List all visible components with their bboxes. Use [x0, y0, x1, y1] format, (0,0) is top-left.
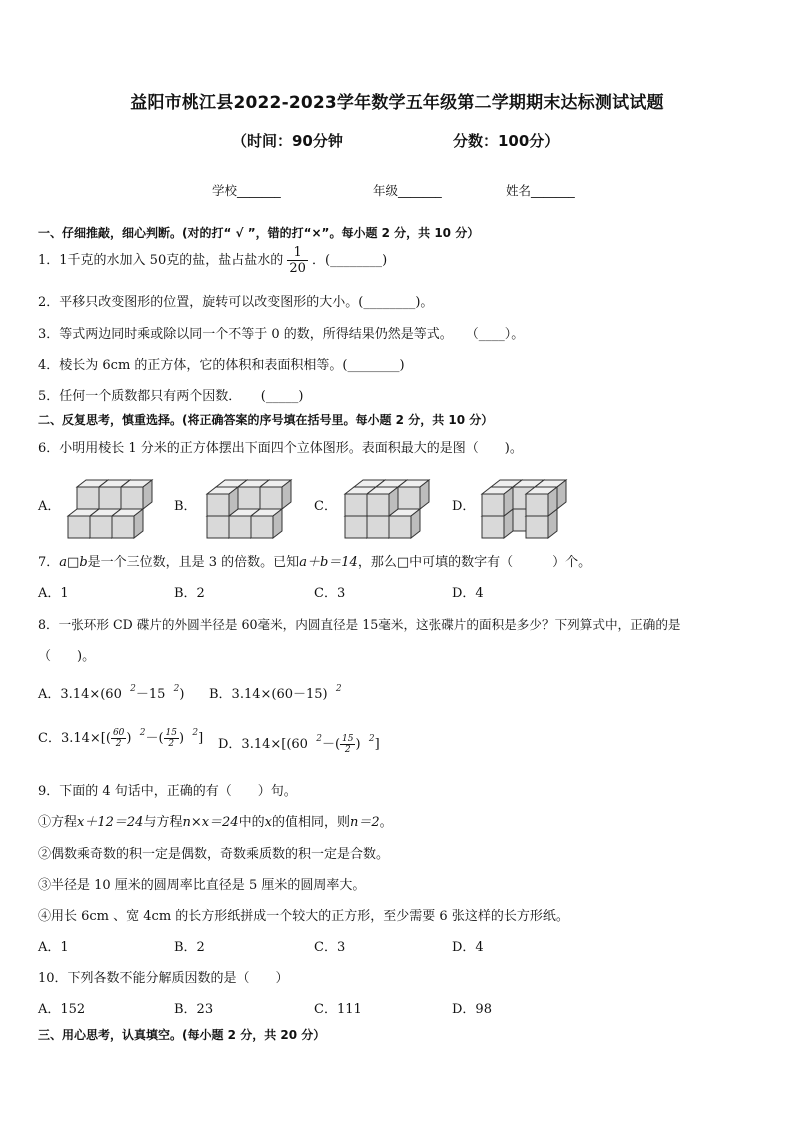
equation: x＋12＝24	[77, 815, 144, 830]
q6-option-b[interactable]: B．	[174, 499, 197, 514]
q9-option-c[interactable]: C．3	[314, 940, 346, 955]
fraction-numerator: 15	[165, 728, 177, 738]
question-7: 7．a□b是一个三位数，且是 3 的倍数。已知a＋b＝14，那么□中可填的数字有（ ）个。	[38, 555, 592, 570]
question-2: 2．平移只改变图形的位置，旋转可以改变图形的大小。(________)。	[38, 295, 434, 310]
superscript: 2	[192, 728, 199, 738]
fraction-numerator: 15	[342, 734, 354, 744]
q9-statement-4: ④用长 6cm 、宽 4cm 的长方形纸拼成一个较大的正方形，至少需要 6 张这样的长方形纸。	[38, 909, 569, 924]
name-field[interactable]: 姓名_______	[506, 183, 575, 198]
answer-blank[interactable]: ．(________)	[312, 253, 388, 268]
q8-c-paren: )	[126, 731, 132, 746]
question-5: 5．任何一个质数都只有两个因数． (_____)	[38, 389, 304, 404]
q8-c-close: ]	[198, 731, 204, 746]
superscript: 2	[139, 728, 146, 738]
q7-text: 是一个三位数，且是 3 的倍数。已知	[87, 555, 300, 570]
q7-text-end: ，那么□中可填的数字有（ ）个。	[357, 555, 592, 570]
question-10: 10．下列各数不能分解质因数的是（ ）	[38, 971, 289, 986]
q8-d-end: )	[355, 737, 361, 752]
q10-option-c[interactable]: C．111	[314, 1002, 362, 1017]
question-8-cont: （ )。	[38, 649, 96, 664]
q9-option-b[interactable]: B．2	[174, 940, 205, 955]
superscript: 2	[335, 684, 342, 694]
q9-statement-3: ③半径是 10 厘米的圆周率比直径是 5 厘米的圆周率大。	[38, 878, 366, 893]
q9-1-text: 与方程	[143, 815, 183, 830]
q7-option-c[interactable]: C．3	[314, 586, 346, 601]
q9-1-text: 。	[379, 815, 393, 830]
q9-option-a[interactable]: A．1	[38, 940, 69, 955]
cube-figure-a	[64, 466, 154, 542]
q9-option-d[interactable]: D．4	[452, 940, 484, 955]
equation: n＝2	[349, 815, 380, 830]
q7-option-d[interactable]: D．4	[452, 586, 484, 601]
fraction	[287, 245, 308, 276]
q8-option-d[interactable]	[218, 733, 380, 755]
q9-1-text: 的值相同，则	[271, 815, 350, 830]
cube-figure-c	[341, 466, 431, 542]
fraction-numerator: 60	[112, 728, 125, 738]
q8-c-minus: －(	[145, 731, 164, 746]
fraction	[111, 728, 126, 749]
q6-option-a[interactable]: A．	[38, 499, 61, 514]
question-9: 9．下面的 4 句话中，正确的有（ ）句。	[38, 784, 297, 799]
q8-option-a[interactable]	[38, 683, 184, 702]
exam-time: （时间：90分钟	[232, 132, 343, 150]
variable: x	[264, 815, 272, 830]
school-field[interactable]: 学校_______	[212, 183, 281, 198]
superscript: 2	[173, 684, 180, 694]
question-4: 4．棱长为 6cm 的正方体，它的体积和表面积相等。(________)	[38, 358, 405, 373]
section-2-heading: 二、反复思考，慎重选择。(将正确答案的序号填在括号里。每小题 2 分，共 10 分）	[38, 413, 494, 427]
q8-a-mid: －15	[135, 687, 166, 702]
question-8: 8．一张环形 CD 碟片的外圆半径是 60毫米，内圆直径是 15毫米，这张碟片的面积是多少？下列算式中，正确的是	[38, 617, 681, 632]
q9-statement-1	[38, 811, 393, 830]
section-1-heading: 一、仔细推敲，细心判断。(对的打“ √ ”，错的打“×”。每小题 2 分，共 10 分）	[38, 226, 480, 240]
q6-option-d[interactable]: D．	[452, 499, 476, 514]
q8-c-end: )	[179, 731, 185, 746]
cube-figure-d	[478, 466, 568, 542]
fraction	[340, 734, 355, 755]
question-6: 6．小明用棱长 1 分米的正方体摆出下面四个立体图形。表面积最大的是图（ )。	[38, 441, 523, 456]
q10-option-d[interactable]: D．98	[452, 1002, 492, 1017]
q7-equation: a＋b＝14	[299, 555, 358, 570]
q7-option-a[interactable]: A．1	[38, 586, 69, 601]
q9-1-text: ①方程	[38, 815, 78, 830]
q8-d-minus: －(	[321, 737, 341, 752]
q8-option-b[interactable]	[209, 683, 342, 702]
fraction-denominator: 20	[289, 261, 306, 276]
q8-a-end: )	[179, 687, 185, 702]
q10-option-a[interactable]: A．152	[38, 1002, 86, 1017]
q8-b-text: B．3.14×(60－15)	[209, 687, 328, 702]
superscript: 2	[368, 734, 375, 744]
fraction-numerator: 1	[287, 245, 308, 261]
question-3: 3．等式两边同时乘或除以同一个不等于 0 的数，所得结果仍然是等式。 （____）。	[38, 327, 525, 342]
equation: n×x＝24	[182, 815, 239, 830]
question-1	[38, 245, 387, 276]
q6-option-c[interactable]: C．	[314, 499, 337, 514]
q10-option-b[interactable]: B．23	[174, 1002, 214, 1017]
question-1-text: 1．1千克的水加入 50克的盐，盐占盐水的	[38, 253, 284, 268]
q7-option-b[interactable]: B．2	[174, 586, 205, 601]
q9-statement-2: ②偶数乘奇数的积一定是偶数，奇数乘质数的积一定是合数。	[38, 847, 390, 862]
q9-1-text: 中的	[238, 815, 265, 830]
q8-option-c[interactable]	[38, 727, 203, 749]
q8-d-text: D．3.14×[(60	[218, 737, 308, 752]
q7-expression: a□b	[59, 555, 88, 570]
fraction-denominator: 2	[344, 745, 351, 755]
page-title: 益阳市桃江县2022-2023学年数学五年级第二学期期末达标测试试题	[130, 93, 664, 113]
fraction-denominator: 2	[115, 739, 122, 749]
grade-field[interactable]: 年级_______	[373, 183, 442, 198]
superscript: 2	[130, 684, 136, 694]
fraction	[164, 728, 179, 749]
exam-score: 分数：100分）	[453, 132, 560, 150]
section-3-heading: 三、用心思考，认真填空。(每小题 2 分，共 20 分）	[38, 1028, 326, 1042]
superscript: 2	[316, 734, 322, 744]
q8-d-close: ]	[374, 737, 380, 752]
fraction-denominator: 2	[168, 739, 175, 749]
q8-a-text: A．3.14×(60	[38, 687, 122, 702]
q8-c-text: C．3.14×[(	[38, 731, 111, 746]
cube-figure-b	[203, 466, 293, 542]
